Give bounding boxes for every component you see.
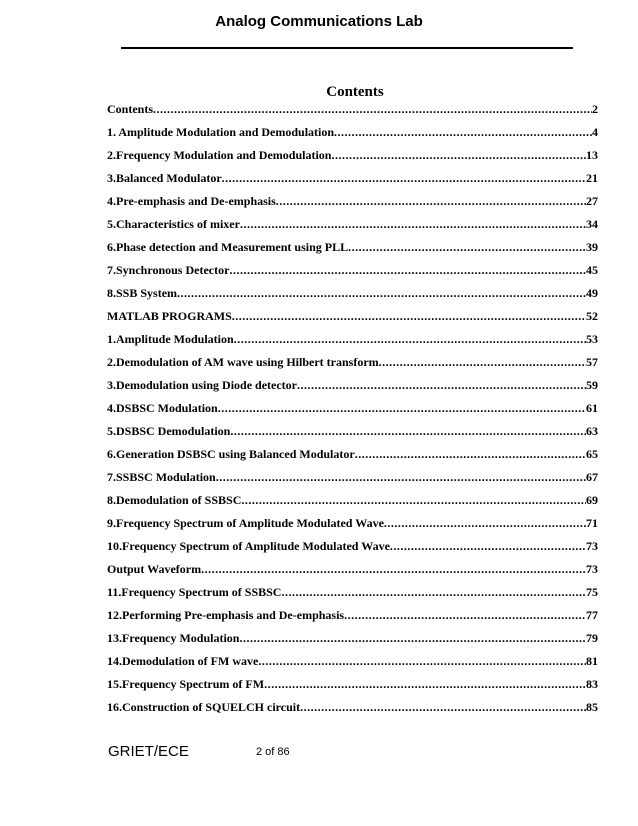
toc-entry-page-number: 73 bbox=[586, 562, 598, 576]
toc-entry[interactable] bbox=[107, 121, 598, 144]
toc-entry-page-number: 81 bbox=[586, 654, 598, 668]
toc-entry-page-number: 4 bbox=[592, 125, 598, 139]
toc-entry[interactable] bbox=[107, 466, 598, 489]
toc-entry-title: 3.Demodulation using Diode detector bbox=[107, 378, 297, 392]
toc-dot-leader bbox=[384, 512, 586, 535]
toc-entry-title: 8.SSB System bbox=[107, 286, 178, 300]
toc-dot-leader bbox=[241, 489, 586, 512]
toc-entry-page-number: 71 bbox=[586, 516, 598, 530]
toc-entry[interactable] bbox=[107, 213, 598, 236]
toc-entry[interactable] bbox=[107, 98, 598, 121]
toc-entry[interactable] bbox=[107, 420, 598, 443]
contents-heading: Contents bbox=[326, 84, 384, 100]
toc-dot-leader bbox=[258, 650, 586, 673]
toc-dot-leader bbox=[177, 282, 586, 305]
toc-entry[interactable] bbox=[107, 512, 598, 535]
toc-entry-title: 7.Synchronous Detector bbox=[107, 263, 230, 277]
toc-entry-title: 13.Frequency Modulation bbox=[107, 631, 240, 645]
toc-dot-leader bbox=[240, 213, 586, 236]
toc-dot-leader bbox=[230, 420, 586, 443]
toc-entry[interactable] bbox=[107, 144, 598, 167]
toc-entry-title: 8.Demodulation of SSBSC bbox=[107, 493, 242, 507]
toc-dot-leader bbox=[281, 581, 586, 604]
toc-entry-page-number: 2 bbox=[592, 102, 598, 116]
toc-dot-leader bbox=[355, 443, 586, 466]
toc-entry-title: 16.Construction of SQUELCH circuit bbox=[107, 700, 301, 714]
toc-dot-leader bbox=[297, 374, 586, 397]
toc-entry-title: 7.SSBSC Modulation bbox=[107, 470, 216, 484]
toc-dot-leader bbox=[348, 236, 586, 259]
toc-dot-leader bbox=[264, 673, 586, 696]
footer-department: GRIET/ECE bbox=[108, 743, 189, 760]
toc-entry-title: 15.Frequency Spectrum of FM bbox=[107, 677, 265, 691]
toc-entry-page-number: 52 bbox=[586, 309, 598, 323]
toc-entry-page-number: 85 bbox=[586, 700, 598, 714]
toc-entry-title: 12.Performing Pre-emphasis and De-emphasis bbox=[107, 608, 345, 622]
toc-entry-page-number: 34 bbox=[586, 217, 598, 231]
table-of-contents bbox=[107, 98, 598, 719]
toc-entry[interactable] bbox=[107, 259, 598, 282]
toc-entry-title: 5.Characteristics of mixer bbox=[107, 217, 240, 231]
toc-entry-page-number: 69 bbox=[586, 493, 598, 507]
toc-entry-page-number: 63 bbox=[586, 424, 598, 438]
toc-entry-title: Contents bbox=[107, 102, 154, 116]
toc-entry-title: 3.Balanced Modulator bbox=[107, 171, 222, 185]
toc-entry-page-number: 67 bbox=[586, 470, 598, 484]
toc-entry-page-number: 73 bbox=[586, 539, 598, 553]
toc-entry[interactable] bbox=[107, 581, 598, 604]
toc-dot-leader bbox=[239, 627, 586, 650]
toc-entry-page-number: 77 bbox=[586, 608, 598, 622]
toc-entry[interactable] bbox=[107, 673, 598, 696]
toc-entry[interactable] bbox=[107, 374, 598, 397]
toc-entry[interactable] bbox=[107, 535, 598, 558]
toc-dot-leader bbox=[216, 466, 586, 489]
toc-dot-leader bbox=[331, 144, 586, 167]
toc-entry-page-number: 13 bbox=[586, 148, 598, 162]
toc-entry-page-number: 49 bbox=[586, 286, 598, 300]
toc-dot-leader bbox=[153, 98, 592, 121]
header-divider bbox=[121, 47, 573, 49]
toc-entry[interactable] bbox=[107, 696, 598, 719]
toc-dot-leader bbox=[234, 328, 586, 351]
toc-dot-leader bbox=[334, 121, 592, 144]
toc-dot-leader bbox=[222, 167, 586, 190]
toc-entry-page-number: 39 bbox=[586, 240, 598, 254]
toc-entry-page-number: 45 bbox=[586, 263, 598, 277]
toc-entry[interactable] bbox=[107, 604, 598, 627]
toc-entry-title: 5.DSBSC Demodulation bbox=[107, 424, 231, 438]
toc-entry[interactable] bbox=[107, 190, 598, 213]
header-title: Analog Communications Lab bbox=[215, 13, 423, 30]
toc-entry-page-number: 57 bbox=[586, 355, 598, 369]
toc-entry-title: 1.Amplitude Modulation bbox=[107, 332, 234, 346]
toc-entry-page-number: 27 bbox=[586, 194, 598, 208]
toc-entry-page-number: 83 bbox=[586, 677, 598, 691]
toc-entry-title: 2.Frequency Modulation and Demodulation bbox=[107, 148, 332, 162]
toc-entry-title: Output Waveform bbox=[107, 562, 202, 576]
toc-entry-title: 2.Demodulation of AM wave using Hilbert transform bbox=[107, 355, 379, 369]
toc-entry-title: 4.Pre-emphasis and De-emphasis bbox=[107, 194, 276, 208]
toc-entry-title: 6.Phase detection and Measurement using PLL bbox=[107, 240, 349, 254]
toc-entry[interactable] bbox=[107, 627, 598, 650]
toc-dot-leader bbox=[229, 259, 586, 282]
toc-entry[interactable] bbox=[107, 489, 598, 512]
toc-entry[interactable] bbox=[107, 558, 598, 581]
toc-dot-leader bbox=[276, 190, 586, 213]
toc-entry-page-number: 61 bbox=[586, 401, 598, 415]
toc-dot-leader bbox=[201, 558, 586, 581]
toc-entry-page-number: 79 bbox=[586, 631, 598, 645]
toc-entry[interactable] bbox=[107, 650, 598, 673]
toc-entry-title: 10.Frequency Spectrum of Amplitude Modulated Wave bbox=[107, 539, 390, 553]
toc-entry[interactable] bbox=[107, 443, 598, 466]
toc-entry-title: 11.Frequency Spectrum of SSBSC bbox=[107, 585, 282, 599]
toc-entry[interactable] bbox=[107, 167, 598, 190]
toc-dot-leader bbox=[300, 696, 586, 719]
toc-entry-title: 1. Amplitude Modulation and Demodulation bbox=[107, 125, 335, 139]
toc-entry[interactable] bbox=[107, 397, 598, 420]
toc-dot-leader bbox=[344, 604, 586, 627]
toc-entry[interactable] bbox=[107, 305, 598, 328]
toc-entry-title: 6.Generation DSBSC using Balanced Modulator bbox=[107, 447, 355, 461]
toc-entry-title: MATLAB PROGRAMS bbox=[107, 309, 232, 323]
toc-dot-leader bbox=[379, 351, 586, 374]
toc-entry[interactable] bbox=[107, 328, 598, 351]
toc-entry-page-number: 59 bbox=[586, 378, 598, 392]
toc-entry[interactable] bbox=[107, 351, 598, 374]
toc-entry[interactable] bbox=[107, 282, 598, 305]
toc-entry-page-number: 75 bbox=[586, 585, 598, 599]
toc-dot-leader bbox=[390, 535, 586, 558]
toc-entry[interactable] bbox=[107, 236, 598, 259]
toc-dot-leader bbox=[232, 305, 586, 328]
toc-dot-leader bbox=[218, 397, 586, 420]
footer-page-indicator: 2 of 86 bbox=[256, 746, 290, 758]
toc-entry-title: 9.Frequency Spectrum of Amplitude Modulated Wave bbox=[107, 516, 384, 530]
toc-entry-page-number: 53 bbox=[586, 332, 598, 346]
toc-entry-page-number: 65 bbox=[586, 447, 598, 461]
toc-entry-title: 4.DSBSC Modulation bbox=[107, 401, 218, 415]
toc-entry-page-number: 21 bbox=[586, 171, 598, 185]
toc-entry-title: 14.Demodulation of FM wave bbox=[107, 654, 259, 668]
